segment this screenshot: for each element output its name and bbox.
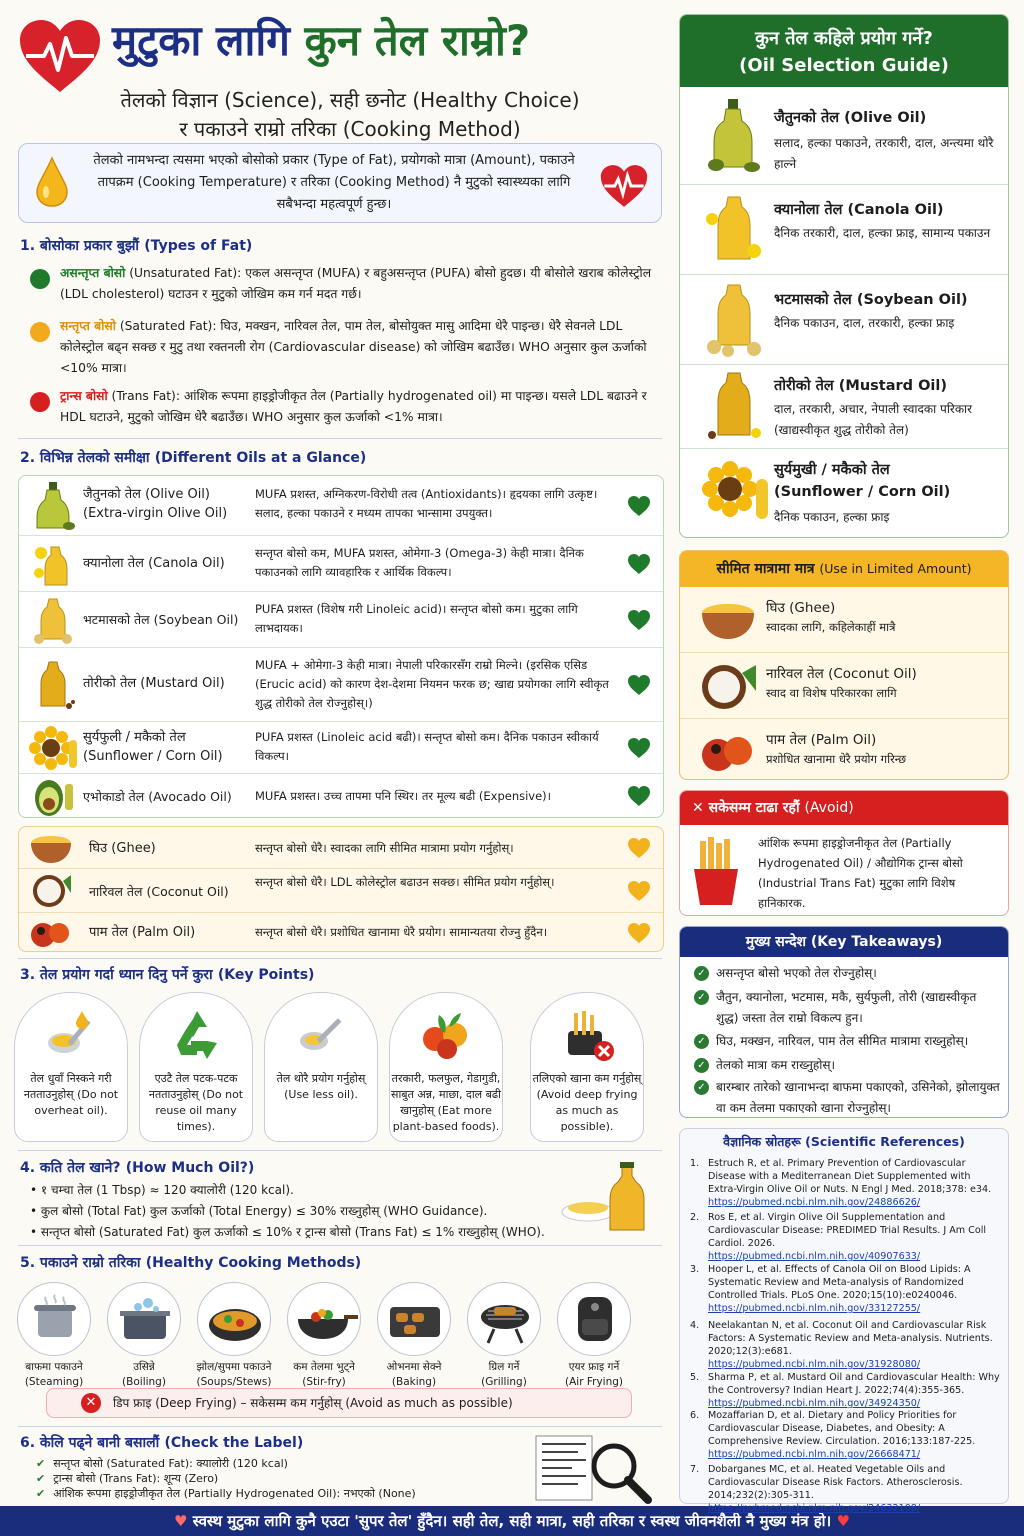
intro-box <box>18 143 662 223</box>
oil-row-canola <box>19 536 663 592</box>
divider <box>18 1150 662 1151</box>
section-check-label-heading: 6. केलि पढ्ने बानी बसालौं (Check the Label) <box>20 1435 304 1451</box>
cooking-method-stir-fry: कम तेलमा भुट्ने (Stir-fry) <box>282 1282 366 1390</box>
check-icon: ✓ <box>694 1058 709 1073</box>
baking-tray-icon <box>377 1282 451 1356</box>
oil-name: तोरीको तेल (Mustard Oil) <box>83 676 225 691</box>
key-point-card: एउटै तेल पटक-पटक नतताउनुहोस् (Do not reuse oil many times). <box>139 992 253 1142</box>
yellow-heart-icon <box>627 837 651 859</box>
section-key-points-heading: 3. तेल प्रयोग गर्दा ध्यान दिनु पर्ने कुरा (Key Points) <box>20 967 315 983</box>
oil-name: क्यानोला तेल (Canola Oil) <box>83 556 225 571</box>
key-point-card: तलिएको खाना कम गर्नुहोस् (Avoid deep frying as much as possible). <box>530 992 644 1142</box>
oils-table <box>18 475 664 818</box>
close-icon: ✕ <box>81 1393 101 1413</box>
avoid-deep-fry-banner: ✕ डिप फ्राइ (Deep Frying) – सकेसम्म कम गर्नुहोस् (Avoid as much as possible) <box>46 1388 632 1418</box>
vegetables-icon <box>417 1005 477 1065</box>
limited-header: सीमित मात्रामा मात्र (Use in Limited Amount) <box>680 551 1008 587</box>
ghee-bowl-icon <box>29 831 73 865</box>
oil-desc: MUFA + ओमेगा-3 केही मात्रा। नेपाली परिकारसँग राम्रो मिल्ने। (इरसिक एसिड (Erucic acid) को कारण देश-देशमा नियमन फरक छ; खाद्य प्रयोगका लागि स्वीकृत शुद्ध तोरीको तेल रोज्नुहोस्।) <box>255 658 609 710</box>
takeaways-header: मुख्य सन्देश (Key Takeaways) <box>680 927 1008 957</box>
fat-item-trans: ट्रान्स बोसो (Trans Fat): आंशिक रूपमा हाइड्रोजीकृत तेल (Partially hydrogenated oil) मा पाइन्छ। यसले LDL बढाउने र HDL घटाउने, मुटुको जोखिम धेरै बढाउँछ। WHO अनुसार कुल ऊर्जाको <1% मात्रा। <box>34 386 658 428</box>
oil-desc: सन्तृप्त बोसो धेरै। स्वादका लागि सीमित मात्रामा प्रयोग गर्नुहोस्। <box>255 841 514 855</box>
label-magnifier-icon <box>532 1432 662 1504</box>
wok-icon <box>287 1282 361 1356</box>
oil-name: पाम तेल (Palm Oil) <box>89 925 196 940</box>
oil-desc: PUFA प्रशस्त (Linoleic acid बढी)। सन्तृप्त बोसो कम। दैनिक पकाउन स्वीकार्य विकल्प। <box>255 730 599 763</box>
cooking-method-air-fry: एयर फ्राइ गर्ने (Air Frying) <box>552 1282 636 1390</box>
green-heart-icon <box>627 785 651 807</box>
reference-item: 3. Hooper L, et al. Effects of Canola Oil on Blood Lipids: A Systematic Review and Meta-analysis of Randomized Controlled Trials. PLoS One. 2020;15(10):e0240046. https://pubmed.ncbi.nlm.nih.gov/33127255/ <box>690 1264 971 1314</box>
reference-item: 1. Estruch R, et al. Primary Prevention of Cardiovascular Disease with a Mediterranean Diet Supplemented with Extra-Virgin Olive Oil or Nuts. N Engl J Med. 2018;378: e34. https://pubmed.ncbi.nlm.nih.gov/24886626/ <box>690 1158 992 1208</box>
palm-fruit-icon <box>698 727 758 777</box>
key-point-card: तेल थोरै प्रयोग गर्नुहोस् (Use less oil). <box>264 992 378 1142</box>
oil-desc: सन्तृप्त बोसो कम, MUFA प्रशस्त, ओमेगा-3 (Omega-3) केही मात्रा। दैनिक पकाउनको लागि व्यावहारिक र आर्थिक विकल्प। <box>255 546 584 579</box>
oil-name: एभोकाडो तेल (Avocado Oil) <box>83 789 232 804</box>
check-icon: ✓ <box>694 1034 709 1049</box>
red-dot-icon <box>30 392 50 412</box>
limited-amount-panel <box>679 550 1009 780</box>
fat-item-unsaturated: असन्तृप्त बोसो (Unsaturated Fat): एकल असन्तृप्त (MUFA) र बहुअसन्तृप्त (PUFA) बोसो हुदछ। यी बोसोले खराब कोलेस्ट्रोल (LDL cholesterol) घटाउन र मुटुको जोखिम कम गर्न मदत गर्छ। <box>34 263 658 305</box>
takeaway-item: ✓ घिउ, मक्खन, नारिवल, पाम तेल सीमित मात्रामा राख्नुहोस्। <box>688 1031 1000 1052</box>
avoid-panel <box>679 790 1009 916</box>
section-how-much-heading: 4. कति तेल खाने? (How Much Oil?) <box>20 1160 255 1176</box>
avoid-text: आंशिक रूपमा हाइड्रोजनीकृत तेल (Partially Hydrogenated Oil) / औद्योगिक ट्रान्स बोसो (Industrial Trans Fat) मुटुका लागि विशेष हानिकारक. <box>758 836 963 910</box>
guide-item-soybean: भटमासको तेल (Soybean Oil) दैनिक पकाउन, दाल, तरकारी, हल्का फ्राइ <box>680 275 1008 365</box>
page-title: मुटुका लागि कुन तेल राम्रो? <box>112 16 531 65</box>
limited-row-palm <box>19 913 663 953</box>
olive-oil-bottle-icon <box>29 480 79 530</box>
oil-selection-guide-panel <box>679 14 1009 538</box>
palm-fruit-icon <box>29 917 73 949</box>
canola-oil-bottle-icon <box>702 191 766 267</box>
french-fries-icon <box>686 835 746 907</box>
references-panel <box>679 1128 1009 1514</box>
sunflower-icon <box>29 724 79 774</box>
oil-row-olive <box>19 476 663 536</box>
yellow-heart-icon <box>627 922 651 944</box>
mustard-oil-bottle-icon <box>702 369 766 445</box>
avoid-header: ✕ सकेसम्म टाढा रहौं (Avoid) <box>680 791 1008 825</box>
oil-name: भटमासको तेल (Soybean Oil) <box>83 612 239 627</box>
divider <box>18 438 662 439</box>
green-heart-icon <box>627 737 651 759</box>
reference-link[interactable]: https://pubmed.ncbi.nlm.nih.gov/34924350/ <box>708 1398 921 1409</box>
steamer-icon <box>17 1282 91 1356</box>
references-heading: वैज्ञानिक स्रोतहरू (Scientific References) <box>723 1134 965 1149</box>
limited-item-palm: पाम तेल (Palm Oil) प्रशोधित खानामा धेरै प्रयोग गरिन्छ <box>680 719 1008 785</box>
reference-link[interactable]: https://pubmed.ncbi.nlm.nih.gov/26668471/ <box>708 1449 921 1460</box>
intro-heart-icon <box>599 164 649 208</box>
oil-desc: PUFA प्रशस्त (विशेष गरी Linoleic acid)। सन्तृप्त बोसो कम। मुटुका लागि लाभदायक। <box>255 602 578 635</box>
list-item: • कुल बोसो (Total Fat) कुल ऊर्जाको (Total Energy) ≤ 30% राख्नुहोस् (WHO Guidance). <box>30 1204 488 1218</box>
subtitle-line-2: र पकाउने राम्रो तरिका (Cooking Method) <box>179 117 521 141</box>
divider <box>18 958 662 959</box>
no-deep-fry-icon <box>558 1005 618 1065</box>
oil-spoon-icon <box>42 1005 102 1065</box>
oil-desc: सन्तृप्त बोसो धेरै। LDL कोलेस्ट्रोल बढाउन सक्छ। सीमित प्रयोग गर्नुहोस्। <box>255 875 555 889</box>
close-icon: ✕ <box>692 800 704 816</box>
check-icon: ✓ <box>694 1080 709 1095</box>
takeaway-item: ✓ बारम्बार तारेको खानाभन्दा बाफमा पकाएको, उसिनेको, झोलायुक्त वा कम तेलमा पकाएको खाना रोज्नुहोस्। <box>688 1077 1000 1119</box>
guide-header: कुन तेल कहिले प्रयोग गर्ने? (Oil Selection Guide) <box>680 15 1008 87</box>
limited-row-ghee <box>19 827 663 869</box>
guide-item-canola: क्यानोला तेल (Canola Oil) दैनिक तरकारी, दाल, हल्का फ्राइ, सामान्य पकाउन <box>680 185 1008 275</box>
check-icon: ✓ <box>694 966 709 981</box>
cooking-method-baking: ओभनमा सेक्ने (Baking) <box>372 1282 456 1390</box>
limited-item-ghee: घिउ (Ghee) स्वादका लागि, कहिलेकाहीं मात्रै <box>680 587 1008 653</box>
list-item: • सन्तृप्त बोसो (Saturated Fat) कुल ऊर्जाको ≤ 10% र ट्रान्स बोसो (Trans Fat) ≤ 1% राख्नुहोस् (WHO). <box>30 1225 545 1239</box>
intro-text: तेलको नामभन्दा त्यसमा भएको बोसोको प्रकार (Type of Fat), प्रयोगको मात्रा (Amount), पकाउने तापक्रम (Cooking Temperature) र तरिका (Cooking Method) नै मुटुको स्वास्थ्यका लागि सबैभन्दा महत्वपूर्ण हुन्छ। <box>93 153 575 212</box>
recycle-icon <box>167 1005 227 1065</box>
header-heart-icon <box>18 18 102 94</box>
oil-row-avocado <box>19 774 663 819</box>
takeaway-item: ✓ असन्तृप्त बोसो भएको तेल रोज्नुहोस्। <box>688 963 1000 984</box>
soup-pot-icon <box>197 1282 271 1356</box>
oil-name: सुर्यफुली / मकैको तेल (Sunflower / Corn Oil) <box>83 730 223 764</box>
how-much-list <box>30 1180 590 1243</box>
oil-name: नारिवल तेल (Coconut Oil) <box>89 884 229 899</box>
oil-desc: MUFA प्रशस्त। उच्च तापमा पनि स्थिर। तर मूल्य बढी (Expensive)। <box>255 789 552 803</box>
oil-desc: सन्तृप्त बोसो धेरै। प्रशोधित खानामा धेरै प्रयोग। सामान्यतया रोज्नु हुँदैन। <box>255 925 548 939</box>
yellow-heart-icon <box>627 880 651 902</box>
takeaway-item: ✓ तेलको मात्रा कम राख्नुहोस्। <box>688 1055 1000 1076</box>
limited-row-coconut <box>19 869 663 913</box>
section-oils-heading: 2. विभिन्न तेलको समीक्षा (Different Oils at a Glance) <box>20 450 367 466</box>
takeaway-item: ✓ जैतुन, क्यानोला, भटमास, मकै, सुर्यफुली, तोरी (खाद्यस्वीकृत शुद्ध) जस्ता तेल राम्रो विकल्प हुन। <box>688 987 1000 1029</box>
reference-link[interactable]: https://pubmed.ncbi.nlm.nih.gov/33127255/ <box>708 1303 921 1314</box>
subtitle-line-1: तेलको विज्ञान (Science), सही छनोट (Healthy Choice) <box>120 88 580 112</box>
divider <box>18 1426 662 1427</box>
oil-row-mustard <box>19 648 663 722</box>
spoon-oil-icon <box>292 1005 352 1065</box>
oil-name: जैतुनको तेल (Olive Oil) (Extra-virgin Olive Oil) <box>83 487 228 521</box>
soybean-oil-bottle-icon <box>702 281 766 357</box>
oil-name: घिउ (Ghee) <box>89 841 156 856</box>
coconut-icon <box>29 873 73 909</box>
reference-item: 7. Dobarganes MC, et al. Heated Vegetable Oils and Cardiovascular Disease Risk Factors. Atherosclerosis. 2014;232(2):305-311. https://pubmed.ncbi.nlm.nih.gov/24632108/ <box>690 1464 963 1514</box>
reference-link[interactable]: https://pubmed.ncbi.nlm.nih.gov/40907633/ <box>708 1251 921 1262</box>
olive-oil-bottle-icon <box>702 97 766 173</box>
cooking-method-soups: झोल/सुपमा पकाउने (Soups/Stews) <box>192 1282 276 1390</box>
avocado-icon <box>29 774 79 824</box>
guide-item-olive: जैतुनको तेल (Olive Oil) सलाद, हल्का पकाउने, तरकारी, दाल, अन्त्यमा थोरै हाल्ने <box>680 87 1008 185</box>
ghee-bowl-icon <box>698 595 758 645</box>
list-item: • १ चम्चा तेल (1 Tbsp) ≈ 120 क्यालोरी (120 kcal). <box>30 1183 294 1197</box>
limited-oils-table <box>18 826 664 952</box>
green-heart-icon <box>627 674 651 696</box>
guide-item-mustard: तोरीको तेल (Mustard Oil) दाल, तरकारी, अचार, नेपाली स्वादका परिकार (खाद्यस्वीकृत शुद्ध तोरीको तेल) <box>680 365 1008 449</box>
mustard-oil-bottle-icon <box>29 658 79 708</box>
reference-link[interactable]: https://pubmed.ncbi.nlm.nih.gov/24632108/ <box>708 1503 921 1514</box>
amber-dot-icon <box>30 322 50 342</box>
cooking-method-grilling: ग्रिल गर्ने (Grilling) <box>462 1282 546 1390</box>
reference-link[interactable]: https://pubmed.ncbi.nlm.nih.gov/31928080/ <box>708 1359 921 1370</box>
reference-item: 2. Ros E, et al. Virgin Olive Oil Supplementation and Cardiovascular Disease: PREDIMED Trial Results. J Am Coll Cardiol. 2026. https://pubmed.ncbi.nlm.nih.gov/40907633/ <box>690 1212 987 1262</box>
green-dot-icon <box>30 269 50 289</box>
section-cooking-methods-heading: 5. पकाउने राम्रो तरिका (Healthy Cooking Methods) <box>20 1255 362 1271</box>
green-heart-icon <box>627 609 651 631</box>
fat-item-saturated: सन्तृप्त बोसो (Saturated Fat): घिउ, मक्खन, नारिवल तेल, पाम तेल, बोसोयुक्त मासु आदिमा धेरै पाइन्छ। धेरै सेवनले LDL कोलेस्ट्रोल बढ्न सक्छ र मुटु तथा रक्तनली रोग (Cardiovascular disease) को जोखिम बढाउँछ। WHO अनुसार कुल ऊर्जाको <10% मात्रा। <box>34 316 658 379</box>
key-takeaways-panel <box>679 926 1009 1118</box>
cooking-method-steaming: बाफमा पकाउने (Steaming) <box>12 1282 96 1390</box>
footer-heart-icon: ♥ <box>836 1512 850 1530</box>
list-item: ✔ सन्तृप्त बोसो (Saturated Fat): क्यालोरी (120 kcal) <box>36 1457 288 1470</box>
footer-banner: ♥ स्वस्थ मुटुका लागि कुनै एउटा 'सुपर तेल' हुँदैन। सही तेल, सही मात्रा, सही तरिका र स्वस्थ जीवनशैली नै मुख्य मंत्र हो। ♥ <box>0 1506 1024 1536</box>
air-fryer-icon <box>557 1282 631 1356</box>
oil-bottle-bowl-icon <box>560 1160 658 1236</box>
soybean-oil-bottle-icon <box>29 595 79 645</box>
sunflower-corn-icon <box>702 457 772 533</box>
canola-oil-bottle-icon <box>29 539 79 589</box>
oil-row-sunflower <box>19 722 663 774</box>
key-point-card: तरकारी, फलफुल, गेडागुडी, साबुत अन्न, माछा, दाल बढी खानुहोस् (Eat more plant-based foods). <box>389 992 503 1142</box>
grill-icon <box>467 1282 541 1356</box>
section-types-of-fat-heading: 1. बोसोका प्रकार बुझौं (Types of Fat) <box>20 238 253 254</box>
guide-item-sunflower: सुर्यमुखी / मकैको तेल (Sunflower / Corn Oil) दैनिक पकाउन, हल्का फ्राइ <box>680 449 1008 539</box>
oil-row-soybean <box>19 592 663 648</box>
key-point-card: तेल धुवाँ निस्कने गरी नतताउनुहोस् (Do not overheat oil). <box>14 992 128 1142</box>
guide-sunflower-name: सुर्यमुखी / मकैको तेल (Sunflower / Corn Oil) <box>774 462 951 500</box>
reference-item: 6. Mozaffarian D, et al. Dietary and Policy Priorities for Cardiovascular Disease, Diabetes, and Obesity: A Comprehensive Review. Circulation. 2016;133:187-225. https://pubmed.ncbi.nlm.nih.gov/26668471/ <box>690 1410 976 1460</box>
check-icon: ✓ <box>694 990 709 1005</box>
footer-pulse-icon: ♥ <box>174 1512 188 1530</box>
oil-desc: MUFA प्रशस्त, अग्निकरण-विरोधी तत्व (Antioxidants)। हृदयका लागि उत्कृष्ट। सलाद, हल्का पकाउने र मध्यम तापका भान्सामा उपयुक्त। <box>255 487 598 520</box>
reference-link[interactable]: https://pubmed.ncbi.nlm.nih.gov/24886626/ <box>708 1197 921 1208</box>
list-item: ✔ ट्रान्स बोसो (Trans Fat): शून्य (Zero) <box>36 1472 219 1485</box>
green-heart-icon <box>627 553 651 575</box>
green-heart-icon <box>627 495 651 517</box>
cooking-method-boiling: उसिन्ने (Boiling) <box>102 1282 186 1390</box>
reference-item: 5. Sharma P, et al. Mustard Oil and Cardiovascular Health: Why the Controversy? Indian Heart J. 2022;74(4):355-365. https://pubmed.ncbi.nlm.nih.gov/34924350/ <box>690 1372 1000 1409</box>
coconut-icon <box>698 661 758 711</box>
limited-item-coconut: नारिवल तेल (Coconut Oil) स्वाद वा विशेष परिकारका लागि <box>680 653 1008 719</box>
reference-item: 4. Neelakantan N, et al. Coconut Oil and Cardiovascular Risk Factors: A Systematic Review and Meta-analysis. Nutrients. 2020;12(3):e681. https://pubmed.ncbi.nlm.nih.gov/31928080/ <box>690 1320 993 1370</box>
list-item: ✔ आंशिक रूपमा हाइड्रोजीकृत तेल (Partially Hydrogenated Oil): नभएको (None) <box>36 1487 416 1500</box>
boiling-pot-icon <box>107 1282 181 1356</box>
divider <box>18 1245 662 1246</box>
oil-drop-icon <box>35 156 69 208</box>
